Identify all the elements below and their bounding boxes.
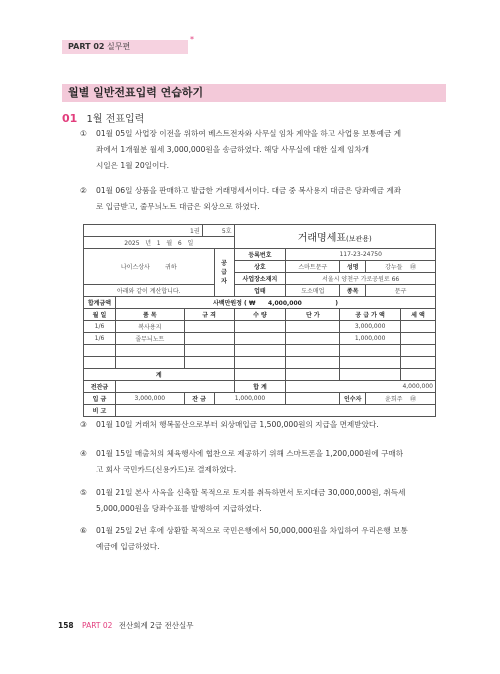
- total-value: 사백만원정 ( ₩ 4,000,000 ): [115, 297, 435, 309]
- item-line: 시일은 1월 20일이다.: [96, 161, 170, 170]
- item-number: ④: [80, 449, 87, 458]
- biz-value: 도소매업: [286, 285, 340, 297]
- biz-label: 업태: [234, 285, 286, 297]
- item-line: 로 입금받고, 줄무늬노트 대금은 외상으로 하였다.: [96, 202, 260, 211]
- item-line: 5,000,000원을 당좌수표를 발행하여 지급하였다.: [96, 504, 262, 513]
- paid-value: 3,000,000: [115, 393, 184, 405]
- receiver-value: 윤희주 ㊞: [366, 393, 436, 405]
- item-number: ①: [80, 129, 87, 138]
- serial-number: 5호: [202, 225, 234, 237]
- col-qty: 수 량: [234, 309, 286, 321]
- exercise-item-2: [80, 183, 450, 215]
- rep-label: 성명: [340, 261, 366, 273]
- item-number: ②: [80, 186, 87, 195]
- subtotal-label: 계: [84, 369, 235, 381]
- table-row: [84, 357, 436, 369]
- name-value: 스마트문구: [286, 261, 340, 273]
- statement-title: [234, 225, 436, 249]
- balance-value: 1,000,000: [214, 393, 286, 405]
- buyer-suffix: 귀하: [165, 264, 177, 271]
- item-line: 01월 10일 거래처 행복물산으로부터 외상매입금 1,500,000원의 지급을 면제받았다.: [96, 420, 379, 429]
- name-label: 상호: [234, 261, 286, 273]
- balance-label: 잔 금: [184, 393, 214, 405]
- reg-label: 등록번호: [234, 249, 286, 261]
- seal-icon: ㊞: [410, 264, 417, 271]
- col-item: 품 목: [115, 309, 184, 321]
- exercise-item-5: [80, 485, 450, 517]
- col-price: 단 가: [286, 309, 340, 321]
- type-label: 종목: [340, 285, 366, 297]
- rep-value: 강누들 ㊞: [366, 261, 436, 273]
- item-line: 01월 05일 사업장 이전을 위하여 베스트전자와 사무실 임차 계약을 하고 사업용 보통예금 계: [96, 129, 402, 138]
- col-spec: 규 격: [184, 309, 234, 321]
- item-line: 고 회사 국민카드(신용카드)로 결제하였다.: [96, 465, 237, 474]
- footer-part: PART 02: [82, 621, 113, 630]
- table-row: [84, 345, 436, 357]
- exercise-item-4: [80, 446, 450, 478]
- seal-icon: ㊞: [410, 396, 417, 403]
- page-number: 158: [58, 621, 74, 630]
- item-line: 01월 06일 상품을 판매하고 발급한 거래명세서이다. 대금 중 복사용지 대금은 당좌예금 계좌: [96, 186, 402, 195]
- col-tax: 세 액: [401, 309, 436, 321]
- title-text: 거래명세표: [297, 233, 347, 244]
- footer-chapter: 전산회계 2급 전산실무: [118, 621, 194, 630]
- part-label: PART 02: [68, 42, 105, 51]
- item-number: ③: [80, 420, 87, 429]
- book-number: 1권: [84, 225, 203, 237]
- item-number: ⑥: [80, 526, 87, 535]
- paid-label: 입 금: [84, 393, 116, 405]
- sum-label: 합 계: [234, 381, 286, 393]
- supplier-label: 공 급 자: [214, 249, 234, 297]
- subsection-heading: [62, 113, 144, 126]
- item-line: 좌에서 1개월분 월세 3,000,000원을 송금하였다. 해당 사무실에 대한 실제 임차개: [96, 145, 370, 154]
- subsection-number: 01: [62, 112, 78, 125]
- exercise-item-6: [80, 523, 450, 555]
- star-mark: *: [190, 35, 194, 44]
- subsection-title: 1월 전표입력: [86, 114, 145, 125]
- transaction-statement: [83, 224, 436, 415]
- item-line: 예금에 입금하였다.: [96, 542, 160, 551]
- part-header: [62, 35, 194, 54]
- item-line: 01월 21일 본사 사옥을 신축할 목적으로 토지를 취득하면서 토지대금 30,000,000원, 취득세: [96, 488, 406, 497]
- issue-date: 2025 년 1 월 6 일: [84, 237, 235, 249]
- table-row: 1/6 줄무늬노트 1,000,000: [84, 333, 436, 345]
- exercise-item-1: [80, 126, 450, 174]
- buyer-cell: [84, 249, 215, 285]
- table-row: 1/6 복사용지 3,000,000: [84, 321, 436, 333]
- calc-note: 아래와 같이 계산합니다.: [84, 285, 215, 297]
- section-title: 월별 일반전표입력 연습하기: [62, 84, 446, 102]
- col-date: 월 일: [84, 309, 116, 321]
- col-supply: 공 급 가 액: [340, 309, 401, 321]
- type-value: 문구: [366, 285, 436, 297]
- note-label: 비 고: [84, 405, 116, 417]
- page-footer: [58, 620, 194, 631]
- sum-value: 4,000,000: [286, 381, 436, 393]
- addr-label: 사업장소재지: [234, 273, 286, 285]
- prev-balance-label: 전잔금: [84, 381, 116, 393]
- buyer-name: 나이스상사: [120, 264, 150, 271]
- reg-value: 117-23-24750: [286, 249, 436, 261]
- exercise-item-3: [80, 417, 450, 433]
- item-line: 01월 15일 매출처의 체육행사에 협찬으로 제공하기 위해 스마트폰을 1,200,000원에 구매하: [96, 449, 404, 458]
- item-line: 01월 25일 2년 후에 상환할 목적으로 국민은행에서 50,000,000원을 차입하여 우리은행 보통: [96, 526, 408, 535]
- total-label: 합계금액: [84, 297, 116, 309]
- receiver-label: 인수자: [340, 393, 366, 405]
- addr-value: 서울시 양천구 가로공원로 66: [286, 273, 436, 285]
- title-sub: (보관용): [346, 235, 372, 243]
- item-number: ⑤: [80, 488, 87, 497]
- part-subtitle: 실무편: [107, 42, 131, 51]
